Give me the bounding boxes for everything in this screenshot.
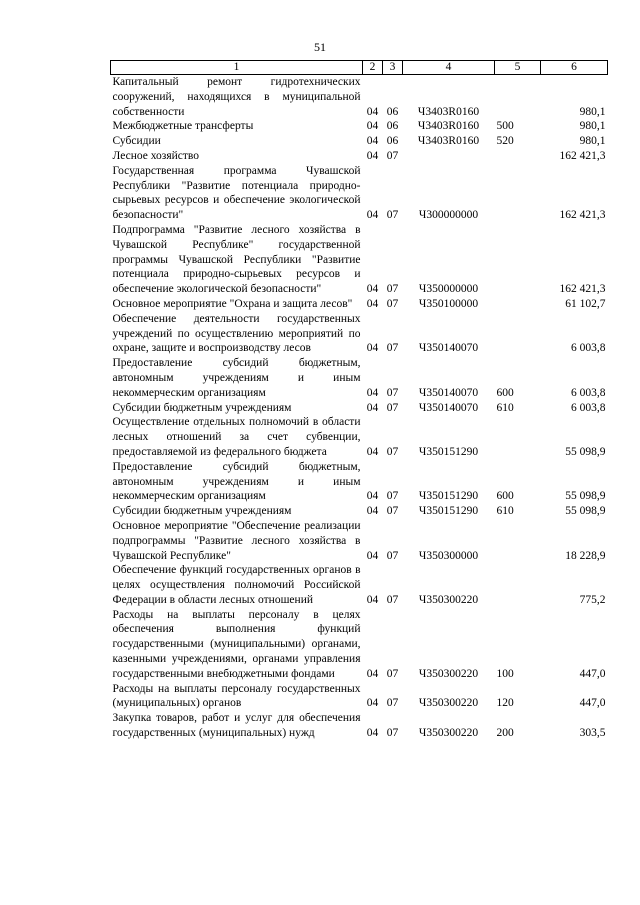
row-description: Расходы на выплаты персоналу в целях обеспечения выполнения функций государственными (муниципальными) органами, казенными учреждениями, органами управления государственными внебюджетными фондами <box>112 608 361 680</box>
row-section-code: 04 <box>366 505 379 518</box>
row-expense-type: 120 <box>496 697 514 710</box>
row-section-code: 04 <box>366 401 379 414</box>
row-amount: 980,1 <box>579 105 606 118</box>
row-expense-type <box>495 223 541 297</box>
row-subsection-code: 06 <box>386 135 399 148</box>
row-description: Субсидии бюджетным учреждениям <box>112 401 292 414</box>
row-target-article: Ч350000000 <box>418 283 479 296</box>
table-row <box>111 415 608 459</box>
row-target-article: Ч3403R0160 <box>417 105 480 118</box>
header-col-2: 2 <box>363 61 383 75</box>
row-description: Подпрограмма "Развитие лесного хозяйства в Чувашской Республике" государственной программы Чувашской Республики "Развитие потенциала природно-сырьевых ресурсов и обеспечение экологической безопасности" <box>112 223 361 296</box>
header-col-4: 4 <box>403 61 495 75</box>
row-description: Предоставление субсидий бюджетным, автономным учреждениям и иным некоммерческим организациям <box>112 357 361 399</box>
row-subsection-code: 07 <box>386 149 399 162</box>
row-amount: 6 003,8 <box>571 401 606 414</box>
row-target-article: Ч350300220 <box>418 667 479 680</box>
row-subsection-code: 07 <box>386 386 399 399</box>
row-description: Обеспечение деятельности государственных учреждений по осуществлению мероприятий по охране, защите и воспроизводству лесов <box>112 312 361 355</box>
row-subsection-code: 07 <box>386 490 399 503</box>
row-description: Расходы на выплаты персоналу государственных (муниципальных) органов <box>112 682 361 710</box>
table-row <box>111 356 608 400</box>
row-subsection-code: 07 <box>386 209 399 222</box>
row-section-code: 04 <box>366 297 379 310</box>
row-expense-type: 600 <box>496 386 514 399</box>
header-col-5: 5 <box>495 61 541 75</box>
row-expense-type: 100 <box>496 667 514 680</box>
row-subsection-code: 06 <box>386 105 399 118</box>
row-expense-type: 610 <box>496 505 514 518</box>
row-expense-type <box>495 415 541 459</box>
row-section-code: 04 <box>366 490 379 503</box>
row-target-article: Ч350140070 <box>418 342 479 355</box>
row-expense-type: 520 <box>496 135 514 148</box>
row-target-article: Ч350100000 <box>418 297 479 310</box>
row-section-code: 04 <box>366 283 379 296</box>
row-target-article: Ч350300220 <box>418 593 479 606</box>
row-description: Осуществление отдельных полномочий в области лесных отношений за счет субвенции, предоставляемой из федерального бюджета <box>112 416 361 458</box>
row-amount: 6 003,8 <box>571 386 606 399</box>
row-subsection-code: 07 <box>386 593 399 606</box>
row-description: Предоставление субсидий бюджетным, автономным учреждениям и иным некоммерческим организациям <box>112 460 361 503</box>
row-expense-type <box>495 149 541 164</box>
header-row <box>111 61 608 75</box>
row-subsection-code: 07 <box>386 697 399 710</box>
row-section-code: 04 <box>366 445 379 458</box>
row-amount: 18 228,9 <box>565 549 606 562</box>
table-row <box>111 711 608 741</box>
row-description: Субсидии бюджетным учреждениям <box>112 505 292 518</box>
row-section-code: 04 <box>366 727 379 740</box>
row-expense-type <box>495 563 541 607</box>
budget-table <box>110 60 608 741</box>
row-amount: 447,0 <box>579 667 606 680</box>
row-section-code: 04 <box>366 549 379 562</box>
row-subsection-code: 07 <box>386 297 399 310</box>
table-row <box>111 682 608 712</box>
table-row <box>111 401 608 416</box>
row-subsection-code: 07 <box>386 445 399 458</box>
row-expense-type: 200 <box>496 727 514 740</box>
row-section-code: 04 <box>366 593 379 606</box>
row-subsection-code: 07 <box>386 549 399 562</box>
row-amount: 6 003,8 <box>571 342 606 355</box>
table-row <box>111 608 608 682</box>
row-target-article: Ч3403R0160 <box>417 135 480 148</box>
row-amount: 162 421,3 <box>559 209 606 222</box>
row-description: Закупка товаров, работ и услуг для обеспечения государственных (муниципальных) нужд <box>112 712 361 740</box>
row-subsection-code: 07 <box>386 342 399 355</box>
row-expense-type: 610 <box>496 401 514 414</box>
row-amount: 162 421,3 <box>559 149 606 162</box>
row-section-code: 04 <box>366 209 379 222</box>
row-target-article: Ч350140070 <box>418 386 479 399</box>
table-row <box>111 134 608 149</box>
row-description: Основное мероприятие "Обеспечение реализации подпрограммы "Развитие лесного хозяйства в Чувашской Республике" <box>112 519 361 562</box>
row-target-article: Ч3403R0160 <box>417 120 480 133</box>
header-col-3: 3 <box>383 61 403 75</box>
row-description: Капитальный ремонт гидротехнических сооружений, находящихся в муниципальной собственности <box>112 76 361 118</box>
row-expense-type: 500 <box>496 120 514 133</box>
row-target-article: Ч350151290 <box>418 445 479 458</box>
header-col-1: 1 <box>111 61 363 75</box>
row-subsection-code: 07 <box>386 727 399 740</box>
row-target-article: Ч350300220 <box>418 727 479 740</box>
row-expense-type <box>495 312 541 356</box>
row-target-article: Ч350151290 <box>418 490 479 503</box>
row-amount: 55 098,9 <box>565 505 606 518</box>
table-row <box>111 504 608 519</box>
row-subsection-code: 07 <box>386 667 399 680</box>
row-amount: 303,5 <box>579 727 606 740</box>
row-section-code: 04 <box>366 105 379 118</box>
row-section-code: 04 <box>366 342 379 355</box>
row-target-article: Ч350140070 <box>418 401 479 414</box>
row-amount: 980,1 <box>579 120 606 133</box>
row-target-article: Ч300000000 <box>418 209 479 222</box>
row-section-code: 04 <box>366 386 379 399</box>
table-row <box>111 164 608 223</box>
row-description: Государственная программа Чувашской Республики "Развитие потенциала природно-сырьевых ресурсов и обеспечение экологической безопасности" <box>112 164 361 222</box>
row-description: Лесное хозяйство <box>112 149 200 162</box>
table-row <box>111 223 608 297</box>
row-expense-type <box>495 75 541 120</box>
row-section-code: 04 <box>366 149 379 162</box>
row-amount: 980,1 <box>579 135 606 148</box>
row-description: Обеспечение функций государственных органов в целях осуществления полномочий Российской Федерации в области лесных отношений <box>112 564 361 606</box>
row-amount: 61 102,7 <box>565 297 606 310</box>
row-target-article: Ч350151290 <box>418 505 479 518</box>
table-row <box>111 119 608 134</box>
row-subsection-code: 07 <box>386 401 399 414</box>
table-row <box>111 460 608 504</box>
row-target-article: Ч350300000 <box>418 549 479 562</box>
page-number: 51 <box>314 40 326 54</box>
row-section-code: 04 <box>366 120 379 133</box>
row-expense-type: 600 <box>496 490 514 503</box>
row-subsection-code: 07 <box>386 505 399 518</box>
row-expense-type <box>495 297 541 312</box>
row-amount: 55 098,9 <box>565 445 606 458</box>
row-amount: 775,2 <box>579 593 606 606</box>
row-subsection-code: 07 <box>386 283 399 296</box>
row-description: Субсидии <box>112 135 161 148</box>
table-row <box>111 297 608 312</box>
header-col-6: 6 <box>541 61 608 75</box>
row-amount: 162 421,3 <box>559 283 606 296</box>
row-expense-type <box>495 519 541 563</box>
row-expense-type <box>495 164 541 223</box>
row-section-code: 04 <box>366 135 379 148</box>
table-row <box>111 312 608 356</box>
row-target-article: Ч350300220 <box>418 697 479 710</box>
row-section-code: 04 <box>366 697 379 710</box>
row-amount: 447,0 <box>579 697 606 710</box>
row-amount: 55 098,9 <box>565 490 606 503</box>
row-subsection-code: 06 <box>386 120 399 133</box>
row-description: Основное мероприятие "Охрана и защита лесов" <box>112 297 353 310</box>
table-row <box>111 519 608 563</box>
row-target-article <box>403 149 495 164</box>
table-row <box>111 563 608 607</box>
table-row <box>111 149 608 164</box>
table-row <box>111 75 608 120</box>
row-description: Межбюджетные трансферты <box>112 120 254 133</box>
row-section-code: 04 <box>366 667 379 680</box>
